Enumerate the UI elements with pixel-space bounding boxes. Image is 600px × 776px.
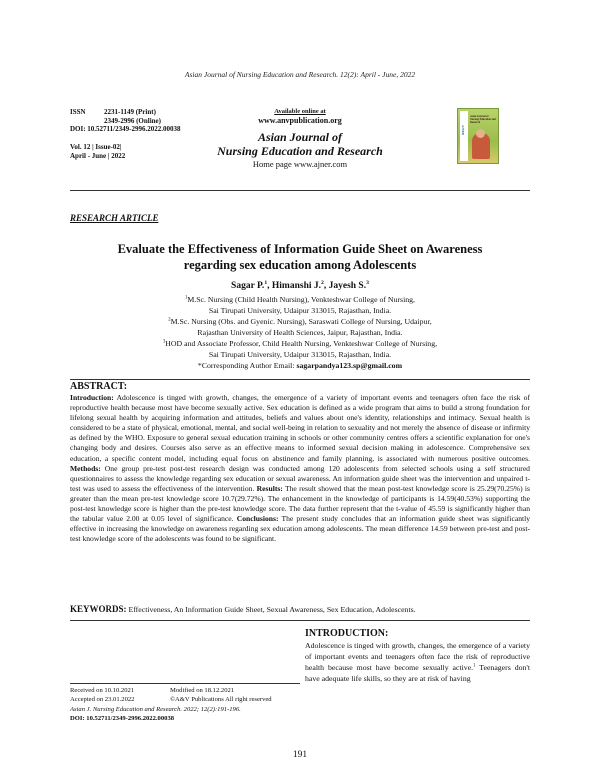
- publisher-website-link[interactable]: www.anvpublication.org: [258, 116, 342, 125]
- publication-period: April - June | 2022: [70, 151, 126, 160]
- affiliation-1: $^1$M.Sc. Nursing (Child Health Nursing), Venkteshwar College of Nursing,: [184, 295, 415, 304]
- abstract-divider: [70, 379, 530, 380]
- affiliations: $^1$M.Sc. Nursing (Child Health Nursing), Venkteshwar College of Nursing, Sai Tirupati University, Udaipur 313015, Rajasthan, India. $^2$M.Sc. Nursing (Obs. and Gyenic. Nursing), Saraswati College of Nursing, Udaipur, Rajasthan University of Health Sciences, Jaipur, Rajasthan, India. $^3$HOD and Associate Professor, Child Health Nursing, Venkteshwar College of Nursing, Sai Tirupati University, Udaipur 313015, Rajasthan, India. *Corresponding Author Email: sagarpandya123.sp@gmail.com: [70, 294, 530, 371]
- citation: Asian J. Nursing Education and Research. 2022; 12(2):191-196.: [70, 705, 241, 713]
- rights-notice: ©A&V Publications All right reserved: [170, 696, 272, 704]
- affiliation-2: $^2$M.Sc. Nursing (Obs. and Gyenic. Nursing), Saraswati College of Nursing, Udaipur,: [168, 317, 432, 326]
- keywords-text: Effectiveness, An Information Guide Sheet, Sexual Awareness, Sex Education, Adolescents.: [128, 605, 416, 614]
- issn-block: [70, 108, 180, 134]
- issn-label: ISSN: [70, 108, 86, 116]
- article-dates: [70, 686, 300, 723]
- journal-running-header: Asian Journal of Nursing Education and Research. 12(2): April - June, 2022: [184, 70, 416, 79]
- header-doi: DOI: 10.52711/2349-2996.2022.00038: [70, 125, 181, 133]
- abstract-methods-text: One group pre-test post-test research design was conducted among 120 adolescents from selected schools using a self structured questionnaires to assess the knowledge regarding sex education or sexual awareness. An information guide sheet was the intervention and unpaired t-test was used to assess the effectiveness of the intervention.: [70, 463, 530, 493]
- introduction-body: Adolescence is tinged with growth, changes, the emergence of a variety of important events and teenagers often face the risk of reproductive health because most have become sexually active.$^1$ Teenagers don't have adequate life skills, so they are at risk of having: [305, 641, 530, 683]
- abstract-results-label: Results:: [256, 483, 283, 493]
- title-line-1: Evaluate the Effectiveness of Information Guide Sheet on Awareness: [117, 242, 483, 256]
- author-3: Jayesh S.: [328, 281, 367, 291]
- abstract-intro-label: Introduction:: [70, 393, 114, 402]
- received-date: Received on 10.10.2021: [70, 687, 135, 694]
- keywords-label: KEYWORDS:: [70, 604, 127, 614]
- issn-online: 2349-2996 (Online): [104, 116, 161, 125]
- abstract-conclusions-label: Conclusions:: [236, 514, 279, 524]
- volume-issue: Vol. 12 | Issue-02|: [70, 143, 122, 151]
- abstract-body: [70, 393, 530, 544]
- issn-print: 2231-1149 (Print): [104, 108, 156, 116]
- abstract-conclusions-text: The present study concludes that an information guide sheet was significantly effective in increasing the knowledge on awareness regarding sex education among adolescents. The mean difference 14.59 between pre-test and post-test knowledge score of the adolescents was found to be significant.: [70, 514, 531, 544]
- accepted-date: Accepted on 23.01.2022: [70, 696, 135, 704]
- author-2: Himanshi J.: [271, 281, 322, 291]
- abstract-methods-label: Methods:: [70, 463, 101, 473]
- cover-logo: AJNER: [461, 125, 465, 136]
- cover-title: Asian Journal of Nursing Education and Research: [470, 115, 496, 124]
- journal-name: [190, 130, 410, 158]
- article-title: [70, 241, 530, 273]
- abstract-intro-text: Adolescence is tinged with growth, changes, the emergence of a variety of important events and teenagers often face the risk of reproductive health because most have become sexually active. Sex education is defined as a wide program that aims to build a strong foundation for lifelong sexual health by acquiring information and attitudes, beliefs and values about one's identity, relationships and intimacy. Sexual health is considered to be a state of physical, emotional, mental, and social well-being in relation to sexuality and not merely the absence of disease or infirmity as defined by the WHO. Exposure to general sexual education training in schools or other community centres offers a scientific explanation for one's changing body and desires. Courses also serve as an effective means to informed sexual decision making in adolescence. Comprehensive sex education, a specific content model, including equal focus on abstinence and family planning, is associated with numerous positive outcomes.: [70, 393, 531, 463]
- article-type: RESEARCH ARTICLE: [70, 213, 159, 223]
- modified-date: Modified on 18.12.2021: [170, 687, 235, 694]
- journal-name-line-1: Asian Journal of: [257, 130, 343, 144]
- page-number: 191: [292, 750, 308, 760]
- journal-name-line-2: Nursing Education and Research: [217, 144, 383, 158]
- abstract-results-text: The result showed that the mean post-test knowledge score is 25.29(70.25%) is greater than the mean pre-test knowledge score 10.7(29.72%). The enhancement in the knowledge of participants is 14.59(40.53%) supporting the post-test knowledge score is higher than the pre-test knowledge score. The data further represent that the t-value of 45.59 is significantly higher than the tabular value 2.00 at 0.05 level of significance.: [70, 483, 530, 524]
- corresponding-author: *Corresponding Author Email: sagarpandya123.sp@gmail.com: [197, 361, 403, 370]
- corresponding-email[interactable]: sagarpandya123.sp@gmail.com: [296, 361, 403, 370]
- available-online-label: Available online at: [274, 108, 326, 115]
- author-list: Sagar P.$^1$, Himanshi J.$^2$, Jayesh S.$^3$: [231, 279, 369, 291]
- journal-cover-image: [457, 108, 499, 164]
- keywords-divider: [70, 620, 530, 621]
- header-divider: [70, 190, 530, 191]
- author-1: Sagar P.: [231, 281, 265, 291]
- keywords: [70, 604, 540, 614]
- volume-block: [70, 143, 125, 160]
- affiliation-3: $^3$HOD and Associate Professor, Child Health Nursing, Venkteshwar College of Nursing,: [162, 339, 438, 348]
- abstract-heading: ABSTRACT:: [70, 381, 128, 392]
- footer-doi: DOI: 10.52711/2349-2996.2022.00038: [70, 714, 175, 722]
- footer-divider: [70, 683, 300, 684]
- introduction-heading: INTRODUCTION:: [305, 628, 389, 639]
- journal-homepage: Home page www.ajner.com: [252, 159, 348, 169]
- journal-masthead: [190, 108, 410, 169]
- title-line-2: regarding sex education among Adolescents: [183, 258, 417, 272]
